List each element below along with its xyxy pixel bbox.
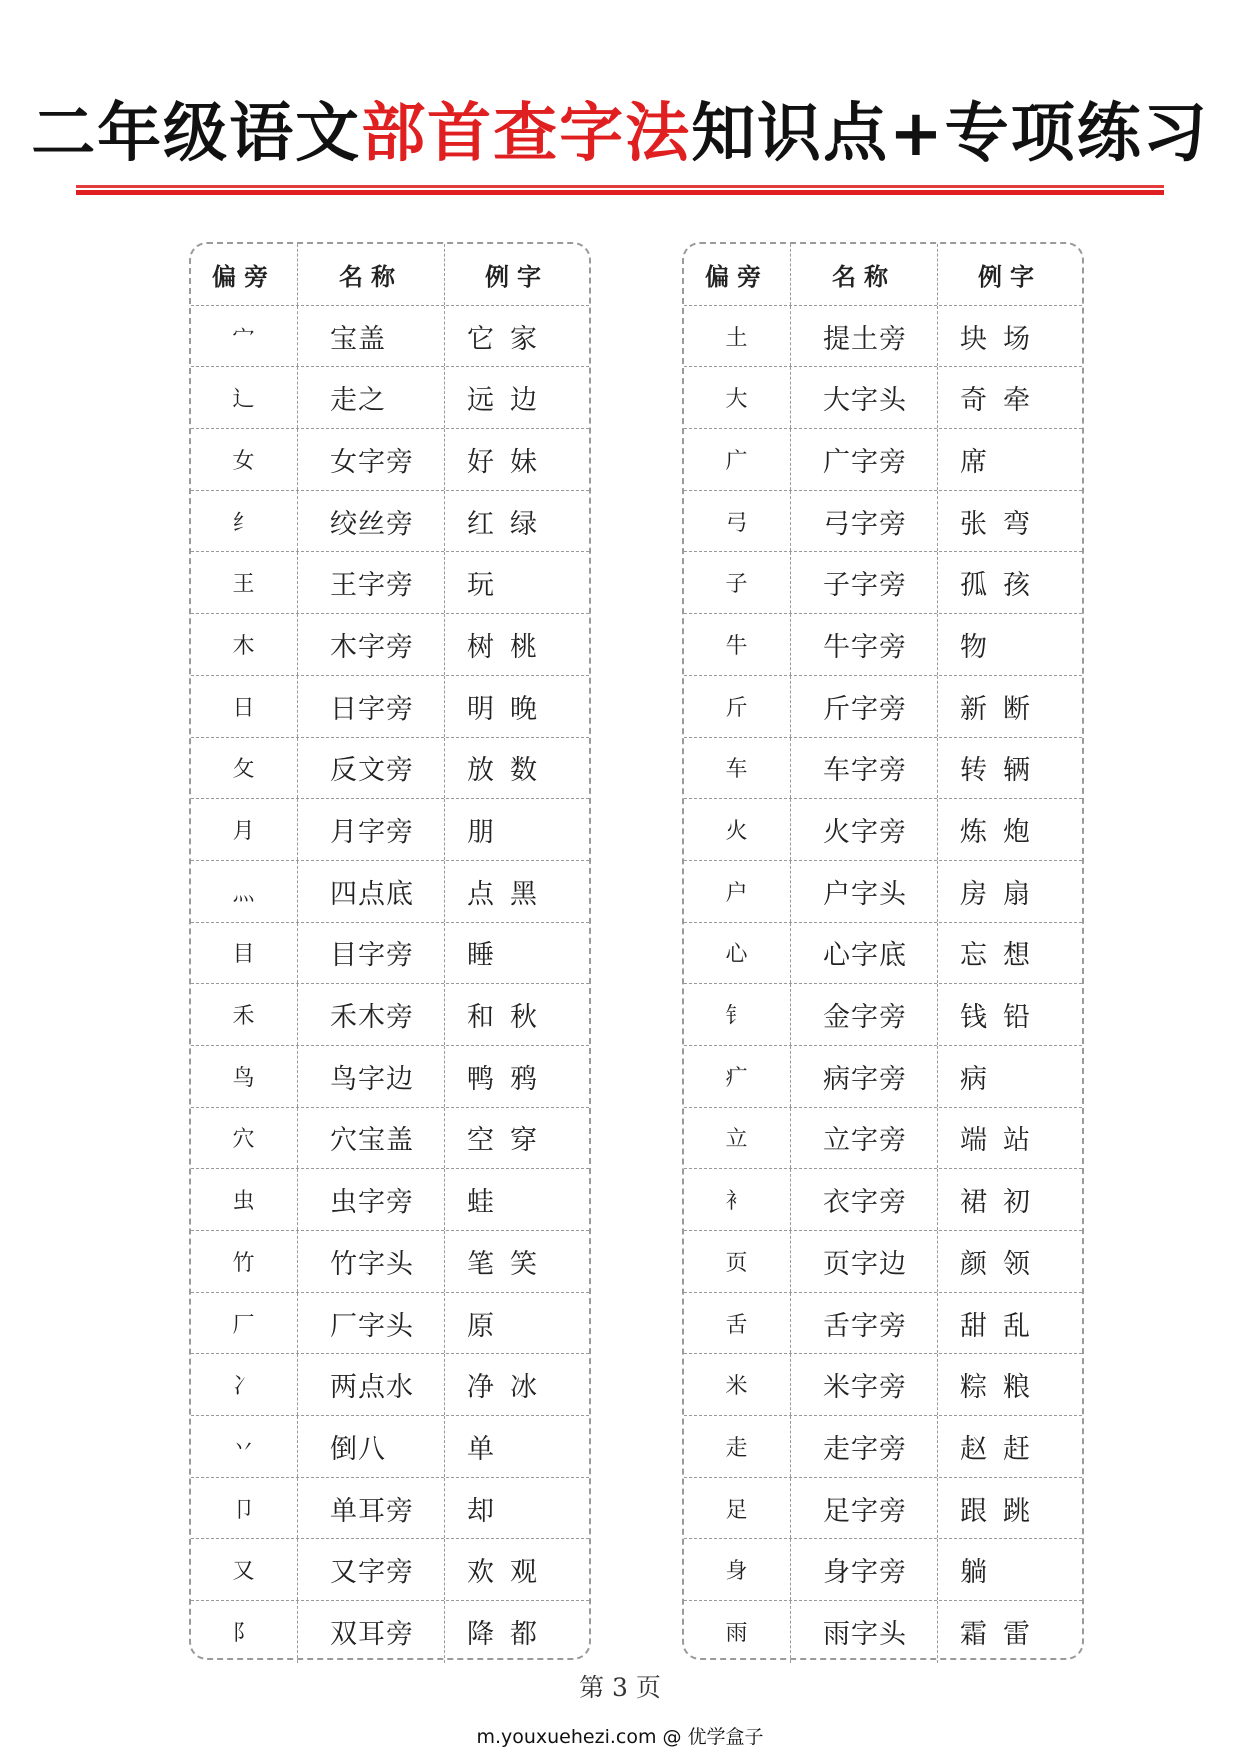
examples-cell: 转辆 <box>960 755 1046 787</box>
table-row <box>684 614 1082 676</box>
radical-cell: 竹 <box>191 1231 298 1292</box>
table-row <box>191 1539 589 1601</box>
radical-cell: 子 <box>684 552 791 613</box>
radical-cell: 户 <box>684 861 791 922</box>
table-row <box>191 738 589 800</box>
examples-cell: 裙初 <box>960 1187 1046 1219</box>
radical-cell: 宀 <box>191 306 298 367</box>
table-row <box>684 738 1082 800</box>
table-row <box>191 676 589 738</box>
examples-cell: 端站 <box>960 1125 1046 1157</box>
table-row <box>684 552 1082 614</box>
examples-cell: 鸭鸦 <box>467 1063 553 1095</box>
examples-cell: 新断 <box>960 693 1046 725</box>
table-row <box>191 861 589 923</box>
name-cell: 车字旁 <box>791 738 938 799</box>
name-cell: 走之 <box>298 367 445 428</box>
name-cell: 户字头 <box>791 861 938 922</box>
table-row <box>684 1231 1082 1293</box>
radical-cell: 纟 <box>191 491 298 552</box>
name-cell: 走字旁 <box>791 1416 938 1477</box>
radical-cell: 又 <box>191 1539 298 1600</box>
radical-cell: 虫 <box>191 1169 298 1230</box>
radical-cell: 衤 <box>684 1169 791 1230</box>
examples-cell: 颜领 <box>960 1248 1046 1280</box>
examples-cell: 甜乱 <box>960 1310 1046 1342</box>
table-header-row <box>191 244 589 306</box>
examples-cell: 笔笑 <box>467 1248 553 1280</box>
name-cell: 病字旁 <box>791 1046 938 1107</box>
examples-cell: 欢观 <box>467 1557 553 1589</box>
examples-cell: 空穿 <box>467 1125 553 1157</box>
examples-cell: 席 <box>960 446 1003 478</box>
table-row <box>191 1231 589 1293</box>
name-cell: 立字旁 <box>791 1108 938 1169</box>
radical-cell: 禾 <box>191 984 298 1045</box>
name-cell: 单耳旁 <box>298 1478 445 1539</box>
table-row <box>191 1046 589 1108</box>
name-cell: 弓字旁 <box>791 491 938 552</box>
radical-cell: 灬 <box>191 861 298 922</box>
table-row <box>684 1293 1082 1355</box>
radical-cell: 弓 <box>684 491 791 552</box>
name-cell: 子字旁 <box>791 552 938 613</box>
name-cell: 竹字头 <box>298 1231 445 1292</box>
name-cell: 两点水 <box>298 1354 445 1415</box>
name-cell: 反文旁 <box>298 738 445 799</box>
name-cell: 大字头 <box>791 367 938 428</box>
name-cell: 王字旁 <box>298 552 445 613</box>
title-rule-thick <box>76 190 1164 195</box>
header-radical: 偏旁 <box>191 244 298 305</box>
examples-cell: 远边 <box>467 385 553 417</box>
examples-cell: 房扇 <box>960 878 1046 910</box>
examples-cell: 红绿 <box>467 508 553 540</box>
table-row <box>684 429 1082 491</box>
examples-cell: 躺 <box>960 1557 1003 1589</box>
table-row <box>191 1416 589 1478</box>
name-cell: 米字旁 <box>791 1354 938 1415</box>
name-cell: 雨字头 <box>791 1601 938 1663</box>
examples-cell: 块场 <box>960 323 1046 355</box>
radical-cell: 鸟 <box>191 1046 298 1107</box>
title-part1: 二年级语文 <box>31 97 362 171</box>
radical-cell: 米 <box>684 1354 791 1415</box>
table-row <box>684 1354 1082 1416</box>
name-cell: 身字旁 <box>791 1539 938 1600</box>
header-radical: 偏旁 <box>684 244 791 305</box>
header-name: 名称 <box>791 244 938 305</box>
radical-cell: 月 <box>191 799 298 860</box>
name-cell: 倒八 <box>298 1416 445 1477</box>
radical-cell: 日 <box>191 676 298 737</box>
radical-cell: 心 <box>684 923 791 984</box>
name-cell: 又字旁 <box>298 1539 445 1600</box>
examples-cell: 孤孩 <box>960 570 1046 602</box>
name-cell: 鸟字边 <box>298 1046 445 1107</box>
radical-cell: 大 <box>684 367 791 428</box>
examples-cell: 忘想 <box>960 940 1046 972</box>
table-row <box>191 1293 589 1355</box>
examples-cell: 放数 <box>467 755 553 787</box>
table-row <box>191 367 589 429</box>
name-cell: 日字旁 <box>298 676 445 737</box>
examples-cell: 粽粮 <box>960 1372 1046 1404</box>
table-row <box>191 1601 589 1663</box>
table-row <box>684 491 1082 553</box>
radical-cell: 牛 <box>684 614 791 675</box>
examples-cell: 原 <box>467 1310 510 1342</box>
title-rule-thin <box>76 185 1164 188</box>
examples-cell: 睡 <box>467 940 510 972</box>
name-cell: 牛字旁 <box>791 614 938 675</box>
radical-cell: 广 <box>684 429 791 490</box>
table-row <box>684 1478 1082 1540</box>
page-title <box>0 92 1240 176</box>
table-row <box>684 1416 1082 1478</box>
table-row <box>684 861 1082 923</box>
name-cell: 目字旁 <box>298 923 445 984</box>
table-row <box>684 1601 1082 1663</box>
examples-cell: 张弯 <box>960 508 1046 540</box>
page-number: 第 3 页 <box>579 1673 661 1702</box>
header-examples: 例字 <box>485 262 549 291</box>
radical-cell: 舌 <box>684 1293 791 1354</box>
name-cell: 衣字旁 <box>791 1169 938 1230</box>
radical-cell: 走 <box>684 1416 791 1477</box>
examples-cell: 赵赶 <box>960 1433 1046 1465</box>
table-row <box>191 1354 589 1416</box>
examples-cell: 它家 <box>467 323 553 355</box>
title-highlight: 部首查字法 <box>361 97 692 171</box>
radical-cell: 女 <box>191 429 298 490</box>
radical-cell: 冫 <box>191 1354 298 1415</box>
name-cell: 足字旁 <box>791 1478 938 1539</box>
table-row <box>191 491 589 553</box>
table-row <box>191 799 589 861</box>
radical-cell: 目 <box>191 923 298 984</box>
radical-cell: 阝 <box>191 1601 298 1663</box>
table-row <box>191 1478 589 1540</box>
name-cell: 禾木旁 <box>298 984 445 1045</box>
name-cell: 虫字旁 <box>298 1169 445 1230</box>
radical-cell: 火 <box>684 799 791 860</box>
examples-cell: 炼炮 <box>960 817 1046 849</box>
radical-cell: 攵 <box>191 738 298 799</box>
radical-cell: 足 <box>684 1478 791 1539</box>
name-cell: 厂字头 <box>298 1293 445 1354</box>
examples-cell: 物 <box>960 631 1003 663</box>
radical-cell: 钅 <box>684 984 791 1045</box>
examples-cell: 跟跳 <box>960 1495 1046 1527</box>
name-cell: 斤字旁 <box>791 676 938 737</box>
radical-table-right <box>682 242 1084 1660</box>
radical-cell: 木 <box>191 614 298 675</box>
table-row <box>684 799 1082 861</box>
examples-cell: 病 <box>960 1063 1003 1095</box>
name-cell: 女字旁 <box>298 429 445 490</box>
table-row <box>191 429 589 491</box>
title-part2: 知识点+专项练习 <box>691 97 1209 171</box>
table-row <box>684 1108 1082 1170</box>
radical-cell: 车 <box>684 738 791 799</box>
name-cell: 双耳旁 <box>298 1601 445 1663</box>
examples-cell: 树桃 <box>467 631 553 663</box>
table-row <box>191 614 589 676</box>
radical-table-left <box>189 242 591 1660</box>
radical-cell: 身 <box>684 1539 791 1600</box>
table-row <box>684 676 1082 738</box>
radical-cell: 斤 <box>684 676 791 737</box>
name-cell: 火字旁 <box>791 799 938 860</box>
radical-cell: 丷 <box>191 1416 298 1477</box>
name-cell: 心字底 <box>791 923 938 984</box>
name-cell: 木字旁 <box>298 614 445 675</box>
examples-cell: 蛙 <box>467 1187 510 1219</box>
examples-cell: 朋 <box>467 817 510 849</box>
radical-cell: 厂 <box>191 1293 298 1354</box>
radical-cell: 穴 <box>191 1108 298 1169</box>
table-row <box>684 923 1082 985</box>
table-row <box>684 1539 1082 1601</box>
table-row <box>191 1169 589 1231</box>
table-row <box>191 984 589 1046</box>
name-cell: 穴宝盖 <box>298 1108 445 1169</box>
radical-cell: 土 <box>684 306 791 367</box>
radical-cell: 页 <box>684 1231 791 1292</box>
name-cell: 月字旁 <box>298 799 445 860</box>
radical-cell: 卩 <box>191 1478 298 1539</box>
table-row <box>684 306 1082 368</box>
examples-cell: 好妹 <box>467 446 553 478</box>
examples-cell: 降都 <box>467 1619 553 1651</box>
examples-cell: 奇牵 <box>960 385 1046 417</box>
examples-cell: 却 <box>467 1495 510 1527</box>
name-cell: 页字边 <box>791 1231 938 1292</box>
header-examples: 例字 <box>978 262 1042 291</box>
table-row <box>684 367 1082 429</box>
table-row <box>684 984 1082 1046</box>
table-row <box>684 1046 1082 1108</box>
table-row <box>191 923 589 985</box>
radical-cell: 立 <box>684 1108 791 1169</box>
name-cell: 提土旁 <box>791 306 938 367</box>
table-row <box>191 306 589 368</box>
table-header-row <box>684 244 1082 306</box>
footer-site: m.youxuehezi.com @ 优学盒子 <box>476 1726 764 1748</box>
radical-cell: 王 <box>191 552 298 613</box>
table-row <box>191 552 589 614</box>
examples-cell: 明晚 <box>467 693 553 725</box>
name-cell: 四点底 <box>298 861 445 922</box>
name-cell: 绞丝旁 <box>298 491 445 552</box>
examples-cell: 和秋 <box>467 1002 553 1034</box>
name-cell: 金字旁 <box>791 984 938 1045</box>
table-row <box>684 1169 1082 1231</box>
header-name: 名称 <box>298 244 445 305</box>
table-row <box>191 1108 589 1170</box>
radical-cell: 雨 <box>684 1601 791 1663</box>
examples-cell: 净冰 <box>467 1372 553 1404</box>
examples-cell: 点黑 <box>467 878 553 910</box>
radical-cell: 疒 <box>684 1046 791 1107</box>
name-cell: 舌字旁 <box>791 1293 938 1354</box>
radical-cell: 辶 <box>191 367 298 428</box>
name-cell: 广字旁 <box>791 429 938 490</box>
examples-cell: 霜雷 <box>960 1619 1046 1651</box>
examples-cell: 单 <box>467 1433 510 1465</box>
name-cell: 宝盖 <box>298 306 445 367</box>
examples-cell: 玩 <box>467 570 510 602</box>
examples-cell: 钱铅 <box>960 1002 1046 1034</box>
